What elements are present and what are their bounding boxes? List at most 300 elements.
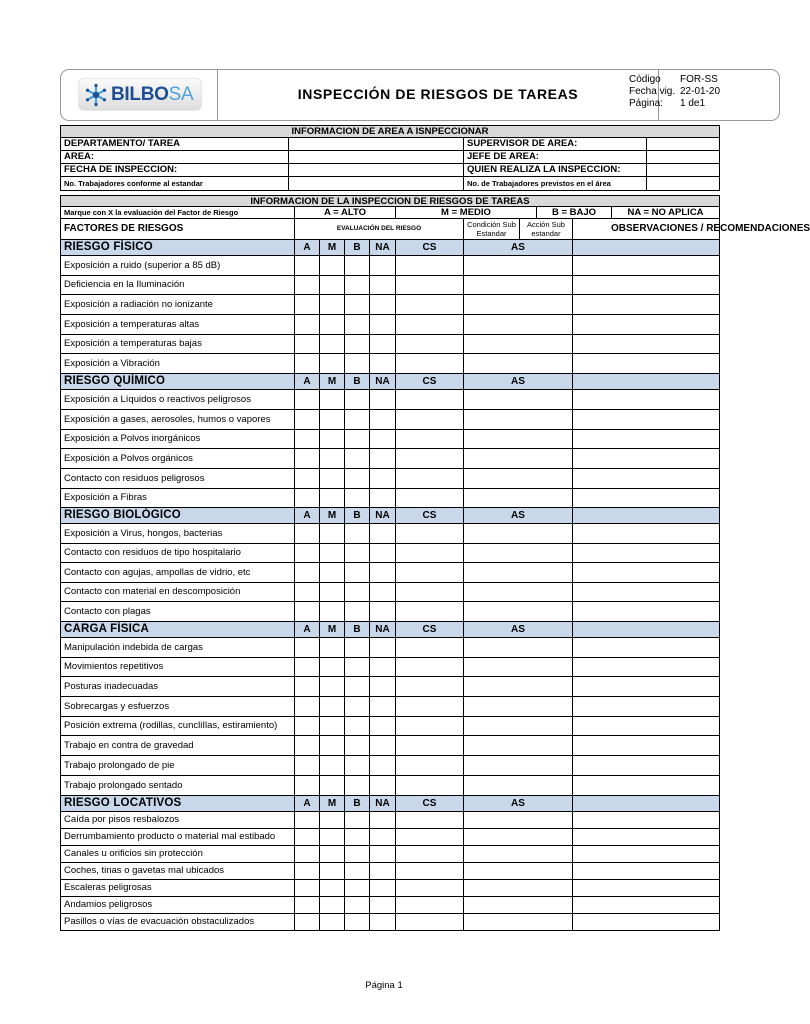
mark-a-cell[interactable] <box>295 295 320 315</box>
risk-factor-label: Trabajo prolongado sentado <box>60 776 295 796</box>
accion-sub-cell[interactable] <box>464 697 573 717</box>
mark-b-cell[interactable] <box>345 602 370 622</box>
document-title: INSPECCIÓN DE RIESGOS DE TAREAS <box>297 86 579 102</box>
section-title: RIESGO BIOLÓGICO <box>60 508 295 524</box>
mark-a-cell[interactable] <box>295 880 320 897</box>
area-value-field[interactable] <box>289 177 464 191</box>
col-na-header: NA <box>370 622 396 638</box>
mark-b-cell[interactable] <box>345 276 370 295</box>
mark-m-cell[interactable] <box>320 756 345 776</box>
mark-m-cell[interactable] <box>320 449 345 469</box>
observaciones-cell[interactable] <box>573 524 720 544</box>
mark-m-cell[interactable] <box>320 583 345 602</box>
col-m-header: M <box>320 508 345 524</box>
risk-factor-label: Contacto con plagas <box>60 602 295 622</box>
mark-b-cell[interactable] <box>345 677 370 697</box>
accion-sub-cell[interactable] <box>464 335 573 354</box>
section-title: RIESGO QUÍMICO <box>60 374 295 390</box>
accion-sub-cell[interactable] <box>464 658 573 677</box>
mark-b-cell[interactable] <box>345 335 370 354</box>
mark-b-cell[interactable] <box>345 863 370 880</box>
col-as-header: AS <box>464 374 573 390</box>
mark-na-cell[interactable] <box>370 736 396 756</box>
mark-m-cell[interactable] <box>320 410 345 430</box>
mark-na-cell[interactable] <box>370 846 396 863</box>
mark-na-cell[interactable] <box>370 829 396 846</box>
condicion-sub-cell[interactable] <box>396 469 464 489</box>
mark-a-cell[interactable] <box>295 897 320 914</box>
mark-na-cell[interactable] <box>370 430 396 449</box>
mark-b-cell[interactable] <box>345 658 370 677</box>
mark-na-cell[interactable] <box>370 812 396 829</box>
mark-na-cell[interactable] <box>370 756 396 776</box>
mark-na-cell[interactable] <box>370 677 396 697</box>
accion-sub-cell[interactable] <box>464 276 573 295</box>
risk-factor-label: Trabajo prolongado de pie <box>60 756 295 776</box>
accion-sub-cell[interactable] <box>464 756 573 776</box>
risk-factor-label: Exposición a Fibras <box>60 489 295 508</box>
area-value-field[interactable] <box>289 138 464 151</box>
mark-na-cell[interactable] <box>370 863 396 880</box>
mark-m-cell[interactable] <box>320 812 345 829</box>
snowflake-logo-icon <box>84 83 108 107</box>
codigo-label: Código <box>629 74 661 85</box>
observaciones-cell[interactable] <box>573 658 720 677</box>
col-as-header: AS <box>464 622 573 638</box>
condicion-sub-cell[interactable] <box>396 563 464 583</box>
condicion-sub-cell[interactable] <box>396 677 464 697</box>
condicion-sub-cell[interactable] <box>396 315 464 335</box>
mark-m-cell[interactable] <box>320 717 345 736</box>
section-observaciones-cell <box>573 796 720 812</box>
accion-sub-header: Acción Sub estandar <box>520 219 573 240</box>
area-value-field[interactable] <box>289 151 464 164</box>
area-right-value-field[interactable] <box>647 177 720 191</box>
mark-a-cell[interactable] <box>295 563 320 583</box>
mark-na-cell[interactable] <box>370 658 396 677</box>
mark-a-cell[interactable] <box>295 524 320 544</box>
mark-na-cell[interactable] <box>370 354 396 374</box>
mark-b-cell[interactable] <box>345 544 370 563</box>
mark-m-cell[interactable] <box>320 914 345 931</box>
accion-sub-cell[interactable] <box>464 315 573 335</box>
risk-factor-label: Coches, tinas o gavetas mal ubicados <box>60 863 295 880</box>
mark-na-cell[interactable] <box>370 295 396 315</box>
risk-factor-label: Exposición a temperaturas altas <box>60 315 295 335</box>
mark-m-cell[interactable] <box>320 489 345 508</box>
observaciones-cell[interactable] <box>573 863 720 880</box>
observaciones-cell[interactable] <box>573 449 720 469</box>
inspection-info-title: INFORMACION DE LA INSPECCION DE RIESGOS DE TAREAS <box>60 195 720 207</box>
observaciones-cell[interactable] <box>573 489 720 508</box>
observaciones-cell[interactable] <box>573 914 720 931</box>
condicion-sub-cell[interactable] <box>396 256 464 276</box>
evaluation-instruction: Marque con X la evaluación del Factor de Riesgo <box>60 207 295 219</box>
accion-sub-cell[interactable] <box>464 489 573 508</box>
observaciones-cell[interactable] <box>573 544 720 563</box>
mark-na-cell[interactable] <box>370 914 396 931</box>
mark-na-cell[interactable] <box>370 335 396 354</box>
risk-factor-label: Exposición a gases, aerosoles, humos o vapores <box>60 410 295 430</box>
mark-a-cell[interactable] <box>295 846 320 863</box>
risk-factor-label: Exposición a radiación no ionizante <box>60 295 295 315</box>
risk-factor-label: Contacto con residuos peligrosos <box>60 469 295 489</box>
accion-sub-cell[interactable] <box>464 812 573 829</box>
mark-na-cell[interactable] <box>370 880 396 897</box>
area-right-value-field[interactable] <box>647 151 720 164</box>
condicion-sub-cell[interactable] <box>396 524 464 544</box>
mark-m-cell[interactable] <box>320 776 345 796</box>
mark-a-cell[interactable] <box>295 638 320 658</box>
mark-a-cell[interactable] <box>295 469 320 489</box>
observaciones-header: OBSERVACIONES / RECOMENDACIONES <box>573 219 720 240</box>
mark-na-cell[interactable] <box>370 276 396 295</box>
accion-sub-cell[interactable] <box>464 776 573 796</box>
observaciones-cell[interactable] <box>573 880 720 897</box>
col-b-header: B <box>345 796 370 812</box>
mark-a-cell[interactable] <box>295 829 320 846</box>
mark-m-cell[interactable] <box>320 256 345 276</box>
area-right-value-field[interactable] <box>647 138 720 151</box>
observaciones-cell[interactable] <box>573 563 720 583</box>
mark-b-cell[interactable] <box>345 756 370 776</box>
accion-sub-cell[interactable] <box>464 295 573 315</box>
accion-sub-cell[interactable] <box>464 914 573 931</box>
mark-b-cell[interactable] <box>345 489 370 508</box>
mark-b-cell[interactable] <box>345 430 370 449</box>
col-a-header: A <box>295 622 320 638</box>
condicion-sub-cell[interactable] <box>396 863 464 880</box>
col-na-header: NA <box>370 240 396 256</box>
mark-m-cell[interactable] <box>320 276 345 295</box>
mark-b-cell[interactable] <box>345 846 370 863</box>
mark-m-cell[interactable] <box>320 354 345 374</box>
scale-no-aplica: NA = NO APLICA <box>612 207 720 219</box>
accion-sub-cell[interactable] <box>464 717 573 736</box>
area-label: DEPARTAMENTO/ TAREA <box>60 138 289 151</box>
accion-sub-cell[interactable] <box>464 544 573 563</box>
mark-a-cell[interactable] <box>295 812 320 829</box>
mark-b-cell[interactable] <box>345 315 370 335</box>
mark-na-cell[interactable] <box>370 602 396 622</box>
mark-m-cell[interactable] <box>320 469 345 489</box>
mark-na-cell[interactable] <box>370 897 396 914</box>
accion-sub-cell[interactable] <box>464 524 573 544</box>
observaciones-cell[interactable] <box>573 390 720 410</box>
risk-factor-label: Posturas inadecuadas <box>60 677 295 697</box>
accion-sub-cell[interactable] <box>464 897 573 914</box>
condicion-sub-cell[interactable] <box>396 602 464 622</box>
mark-m-cell[interactable] <box>320 697 345 717</box>
evaluacion-header: EVALUACIÓN DEL RIESGO <box>295 219 464 240</box>
accion-sub-cell[interactable] <box>464 469 573 489</box>
mark-m-cell[interactable] <box>320 315 345 335</box>
col-a-header: A <box>295 374 320 390</box>
mark-a-cell[interactable] <box>295 677 320 697</box>
mark-a-cell[interactable] <box>295 717 320 736</box>
mark-a-cell[interactable] <box>295 544 320 563</box>
mark-b-cell[interactable] <box>345 638 370 658</box>
mark-na-cell[interactable] <box>370 544 396 563</box>
mark-b-cell[interactable] <box>345 524 370 544</box>
mark-b-cell[interactable] <box>345 410 370 430</box>
condicion-sub-cell[interactable] <box>396 846 464 863</box>
mark-na-cell[interactable] <box>370 776 396 796</box>
condicion-sub-cell[interactable] <box>396 638 464 658</box>
condicion-sub-cell[interactable] <box>396 544 464 563</box>
condicion-sub-cell[interactable] <box>396 697 464 717</box>
observaciones-cell[interactable] <box>573 410 720 430</box>
section-observaciones-cell <box>573 374 720 390</box>
col-a-header: A <box>295 796 320 812</box>
company-logo <box>78 78 202 111</box>
condicion-sub-cell[interactable] <box>396 658 464 677</box>
col-m-header: M <box>320 240 345 256</box>
page-footer: Página 1 <box>365 980 403 991</box>
document-meta <box>629 74 789 110</box>
observaciones-cell[interactable] <box>573 897 720 914</box>
mark-na-cell[interactable] <box>370 489 396 508</box>
section-observaciones-cell <box>573 240 720 256</box>
risk-factor-label: Contacto con agujas, ampollas de vidrio, etc <box>60 563 295 583</box>
observaciones-cell[interactable] <box>573 677 720 697</box>
condicion-sub-cell[interactable] <box>396 583 464 602</box>
condicion-sub-cell[interactable] <box>396 756 464 776</box>
area-value-field[interactable] <box>289 164 464 177</box>
accion-sub-cell[interactable] <box>464 390 573 410</box>
mark-na-cell[interactable] <box>370 583 396 602</box>
accion-sub-cell[interactable] <box>464 638 573 658</box>
mark-na-cell[interactable] <box>370 410 396 430</box>
observaciones-cell[interactable] <box>573 602 720 622</box>
mark-m-cell[interactable] <box>320 524 345 544</box>
condicion-sub-cell[interactable] <box>396 354 464 374</box>
risk-factor-label: Trabajo en contra de gravedad <box>60 736 295 756</box>
mark-m-cell[interactable] <box>320 829 345 846</box>
mark-a-cell[interactable] <box>295 736 320 756</box>
col-na-header: NA <box>370 374 396 390</box>
mark-m-cell[interactable] <box>320 897 345 914</box>
mark-b-cell[interactable] <box>345 829 370 846</box>
col-cs-header: CS <box>396 374 464 390</box>
condicion-sub-cell[interactable] <box>396 430 464 449</box>
observaciones-cell[interactable] <box>573 776 720 796</box>
pagina-value: 1 de1 <box>680 98 706 109</box>
observaciones-cell[interactable] <box>573 469 720 489</box>
observaciones-cell[interactable] <box>573 430 720 449</box>
mark-a-cell[interactable] <box>295 335 320 354</box>
mark-b-cell[interactable] <box>345 583 370 602</box>
mark-a-cell[interactable] <box>295 390 320 410</box>
col-m-header: M <box>320 374 345 390</box>
observaciones-cell[interactable] <box>573 583 720 602</box>
mark-na-cell[interactable] <box>370 638 396 658</box>
mark-a-cell[interactable] <box>295 658 320 677</box>
logo-cell <box>61 70 218 120</box>
area-right-label: QUIEN REALIZA LA INSPECCION: <box>464 164 647 177</box>
mark-b-cell[interactable] <box>345 449 370 469</box>
risk-factor-label: Deficiencia en la Iluminación <box>60 276 295 295</box>
observaciones-cell[interactable] <box>573 756 720 776</box>
mark-b-cell[interactable] <box>345 469 370 489</box>
accion-sub-cell[interactable] <box>464 846 573 863</box>
condicion-sub-cell[interactable] <box>396 736 464 756</box>
condicion-sub-cell[interactable] <box>396 410 464 430</box>
mark-m-cell[interactable] <box>320 863 345 880</box>
condicion-sub-cell[interactable] <box>396 449 464 469</box>
mark-a-cell[interactable] <box>295 489 320 508</box>
col-as-header: AS <box>464 240 573 256</box>
section-title: RIESGO FÍSICO <box>60 240 295 256</box>
accion-sub-cell[interactable] <box>464 863 573 880</box>
mark-a-cell[interactable] <box>295 315 320 335</box>
risk-factor-label: Exposición a Polvos inorgánicos <box>60 430 295 449</box>
area-right-label: SUPERVISOR DE AREA: <box>464 138 647 151</box>
observaciones-cell[interactable] <box>573 736 720 756</box>
observaciones-cell[interactable] <box>573 829 720 846</box>
mark-a-cell[interactable] <box>295 863 320 880</box>
condicion-sub-cell[interactable] <box>396 295 464 315</box>
condicion-sub-cell[interactable] <box>396 914 464 931</box>
risk-factor-label: Exposición a temperaturas bajas <box>60 335 295 354</box>
risk-factor-label: Derrumbamiento producto o material mal estibado <box>60 829 295 846</box>
mark-na-cell[interactable] <box>370 524 396 544</box>
mark-na-cell[interactable] <box>370 390 396 410</box>
mark-a-cell[interactable] <box>295 776 320 796</box>
observaciones-cell[interactable] <box>573 335 720 354</box>
mark-m-cell[interactable] <box>320 736 345 756</box>
mark-a-cell[interactable] <box>295 256 320 276</box>
mark-a-cell[interactable] <box>295 354 320 374</box>
observaciones-cell[interactable] <box>573 638 720 658</box>
mark-na-cell[interactable] <box>370 717 396 736</box>
mark-a-cell[interactable] <box>295 430 320 449</box>
area-right-value-field[interactable] <box>647 164 720 177</box>
mark-m-cell[interactable] <box>320 602 345 622</box>
risk-factor-label: Movimientos repetitivos <box>60 658 295 677</box>
condicion-sub-cell[interactable] <box>396 812 464 829</box>
risk-factor-label: Exposición a Vibración <box>60 354 295 374</box>
mark-m-cell[interactable] <box>320 846 345 863</box>
mark-m-cell[interactable] <box>320 390 345 410</box>
mark-b-cell[interactable] <box>345 897 370 914</box>
mark-b-cell[interactable] <box>345 736 370 756</box>
section-observaciones-cell <box>573 622 720 638</box>
mark-m-cell[interactable] <box>320 880 345 897</box>
observaciones-cell[interactable] <box>573 846 720 863</box>
risk-factor-label: Escaleras peligrosas <box>60 880 295 897</box>
risk-factor-label: Posición extrema (rodillas, cuncliIlas, estiramiento) <box>60 717 295 736</box>
condicion-sub-cell[interactable] <box>396 776 464 796</box>
mark-na-cell[interactable] <box>370 315 396 335</box>
accion-sub-cell[interactable] <box>464 583 573 602</box>
logo-wordmark: BILBOSA <box>111 84 194 105</box>
mark-m-cell[interactable] <box>320 335 345 354</box>
accion-sub-cell[interactable] <box>464 563 573 583</box>
observaciones-cell[interactable] <box>573 256 720 276</box>
mark-m-cell[interactable] <box>320 430 345 449</box>
mark-m-cell[interactable] <box>320 295 345 315</box>
mark-b-cell[interactable] <box>345 914 370 931</box>
observaciones-cell[interactable] <box>573 697 720 717</box>
mark-b-cell[interactable] <box>345 697 370 717</box>
mark-a-cell[interactable] <box>295 276 320 295</box>
area-right-label: No. de Trabajadores previstos en el área <box>464 177 647 191</box>
mark-a-cell[interactable] <box>295 914 320 931</box>
mark-b-cell[interactable] <box>345 390 370 410</box>
mark-a-cell[interactable] <box>295 756 320 776</box>
accion-sub-cell[interactable] <box>464 736 573 756</box>
scale-alto: A = ALTO <box>295 207 396 219</box>
mark-b-cell[interactable] <box>345 812 370 829</box>
observaciones-cell[interactable] <box>573 717 720 736</box>
mark-na-cell[interactable] <box>370 697 396 717</box>
mark-m-cell[interactable] <box>320 677 345 697</box>
mark-b-cell[interactable] <box>345 717 370 736</box>
condicion-sub-cell[interactable] <box>396 717 464 736</box>
mark-a-cell[interactable] <box>295 449 320 469</box>
mark-m-cell[interactable] <box>320 544 345 563</box>
mark-a-cell[interactable] <box>295 697 320 717</box>
col-a-header: A <box>295 240 320 256</box>
mark-a-cell[interactable] <box>295 410 320 430</box>
mark-na-cell[interactable] <box>370 469 396 489</box>
accion-sub-cell[interactable] <box>464 256 573 276</box>
area-right-label: JEFE DE AREA: <box>464 151 647 164</box>
mark-b-cell[interactable] <box>345 354 370 374</box>
condicion-sub-cell[interactable] <box>396 880 464 897</box>
observaciones-cell[interactable] <box>573 276 720 295</box>
observaciones-cell[interactable] <box>573 812 720 829</box>
observaciones-cell[interactable] <box>573 354 720 374</box>
observaciones-cell[interactable] <box>573 295 720 315</box>
mark-a-cell[interactable] <box>295 583 320 602</box>
accion-sub-cell[interactable] <box>464 430 573 449</box>
section-observaciones-cell <box>573 508 720 524</box>
accion-sub-cell[interactable] <box>464 410 573 430</box>
condicion-sub-cell[interactable] <box>396 335 464 354</box>
observaciones-cell[interactable] <box>573 315 720 335</box>
accion-sub-cell[interactable] <box>464 354 573 374</box>
col-m-header: M <box>320 796 345 812</box>
mark-na-cell[interactable] <box>370 563 396 583</box>
accion-sub-cell[interactable] <box>464 602 573 622</box>
mark-b-cell[interactable] <box>345 256 370 276</box>
mark-a-cell[interactable] <box>295 602 320 622</box>
accion-sub-cell[interactable] <box>464 829 573 846</box>
mark-b-cell[interactable] <box>345 776 370 796</box>
condicion-sub-cell[interactable] <box>396 897 464 914</box>
accion-sub-cell[interactable] <box>464 880 573 897</box>
mark-m-cell[interactable] <box>320 638 345 658</box>
mark-m-cell[interactable] <box>320 563 345 583</box>
col-cs-header: CS <box>396 796 464 812</box>
accion-sub-cell[interactable] <box>464 677 573 697</box>
condicion-sub-cell[interactable] <box>396 390 464 410</box>
condicion-sub-cell[interactable] <box>396 489 464 508</box>
mark-b-cell[interactable] <box>345 295 370 315</box>
mark-m-cell[interactable] <box>320 658 345 677</box>
accion-sub-cell[interactable] <box>464 449 573 469</box>
mark-b-cell[interactable] <box>345 563 370 583</box>
condicion-sub-cell[interactable] <box>396 829 464 846</box>
mark-b-cell[interactable] <box>345 880 370 897</box>
risk-factor-label: Canales u orificios sin protección <box>60 846 295 863</box>
pagina-label: Página: <box>629 98 663 109</box>
mark-na-cell[interactable] <box>370 256 396 276</box>
condicion-sub-cell[interactable] <box>396 276 464 295</box>
mark-na-cell[interactable] <box>370 449 396 469</box>
